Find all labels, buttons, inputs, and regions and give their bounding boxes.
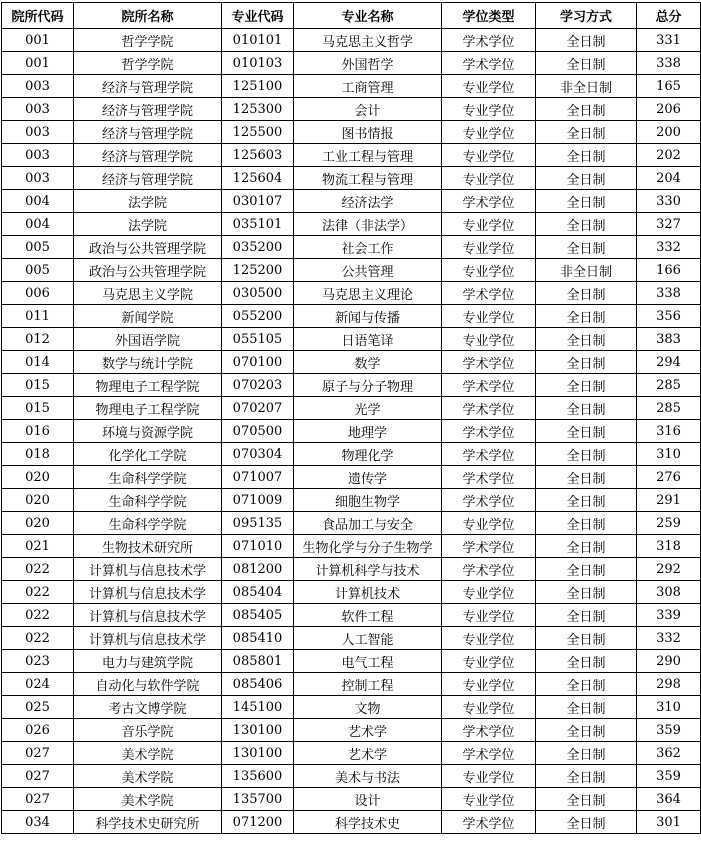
college-name-cell: 生命科学学院 [74, 512, 222, 535]
total-score-cell: 308 [637, 581, 701, 604]
college-code-cell: 004 [2, 213, 74, 236]
major-name-cell: 公共管理 [294, 259, 442, 282]
major-code-cell: 085406 [222, 673, 294, 696]
college-name-cell: 计算机与信息技术学 [74, 581, 222, 604]
college-name-cell: 环境与资源学院 [74, 420, 222, 443]
college-code-cell: 026 [2, 719, 74, 742]
total-score-cell: 290 [637, 650, 701, 673]
college-name-cell: 经济与管理学院 [74, 167, 222, 190]
degree-type-cell: 专业学位 [442, 650, 536, 673]
college-code-cell: 003 [2, 144, 74, 167]
table-row [2, 190, 701, 213]
college-name-cell: 美术学院 [74, 765, 222, 788]
major-code-cell: 125200 [222, 259, 294, 282]
major-name-cell: 艺术学 [294, 742, 442, 765]
degree-type-cell: 专业学位 [442, 236, 536, 259]
major-name-cell: 新闻与传播 [294, 305, 442, 328]
study-mode-cell: 全日制 [536, 397, 637, 420]
college-code-cell: 015 [2, 374, 74, 397]
major-name-cell: 图书情报 [294, 121, 442, 144]
total-score-cell: 310 [637, 443, 701, 466]
degree-type-cell: 专业学位 [442, 259, 536, 282]
college-name-cell: 法学院 [74, 213, 222, 236]
study-mode-cell: 全日制 [536, 213, 637, 236]
major-code-cell: 035101 [222, 213, 294, 236]
total-score-cell: 359 [637, 719, 701, 742]
total-score-cell: 332 [637, 236, 701, 259]
table-row [2, 121, 701, 144]
major-code-cell: 070207 [222, 397, 294, 420]
study-mode-cell: 全日制 [536, 144, 637, 167]
table-row [2, 604, 701, 627]
table-row [2, 719, 701, 742]
total-score-cell: 327 [637, 213, 701, 236]
total-score-cell: 301 [637, 811, 701, 834]
score-table [1, 2, 701, 834]
major-code-cell: 055200 [222, 305, 294, 328]
table-row [2, 282, 701, 305]
degree-type-cell: 专业学位 [442, 512, 536, 535]
college-name-cell: 物理电子工程学院 [74, 374, 222, 397]
college-code-cell: 027 [2, 788, 74, 811]
major-name-cell: 马克思主义哲学 [294, 29, 442, 52]
major-code-cell: 071009 [222, 489, 294, 512]
total-score-cell: 332 [637, 627, 701, 650]
degree-type-cell: 学术学位 [442, 811, 536, 834]
table-row [2, 374, 701, 397]
table-row [2, 765, 701, 788]
degree-type-cell: 学术学位 [442, 719, 536, 742]
major-code-cell: 095135 [222, 512, 294, 535]
college-code-cell: 012 [2, 328, 74, 351]
degree-type-cell: 学术学位 [442, 558, 536, 581]
major-code-cell: 125604 [222, 167, 294, 190]
total-score-cell: 166 [637, 259, 701, 282]
degree-type-cell: 学术学位 [442, 742, 536, 765]
college-code-cell: 003 [2, 75, 74, 98]
header-degree-type: 学位类型 [442, 3, 536, 29]
college-name-cell: 自动化与软件学院 [74, 673, 222, 696]
table-row [2, 811, 701, 834]
major-code-cell: 085404 [222, 581, 294, 604]
college-name-cell: 美术学院 [74, 742, 222, 765]
study-mode-cell: 非全日制 [536, 259, 637, 282]
degree-type-cell: 学术学位 [442, 489, 536, 512]
study-mode-cell: 全日制 [536, 282, 637, 305]
total-score-cell: 202 [637, 144, 701, 167]
study-mode-cell: 全日制 [536, 420, 637, 443]
major-name-cell: 艺术学 [294, 719, 442, 742]
total-score-cell: 292 [637, 558, 701, 581]
college-code-cell: 023 [2, 650, 74, 673]
table-row [2, 788, 701, 811]
college-code-cell: 021 [2, 535, 74, 558]
degree-type-cell: 学术学位 [442, 466, 536, 489]
major-name-cell: 外国哲学 [294, 52, 442, 75]
college-name-cell: 美术学院 [74, 788, 222, 811]
major-name-cell: 经济法学 [294, 190, 442, 213]
total-score-cell: 362 [637, 742, 701, 765]
header-college-code: 院所代码 [2, 3, 74, 29]
college-code-cell: 022 [2, 604, 74, 627]
degree-type-cell: 专业学位 [442, 604, 536, 627]
college-name-cell: 经济与管理学院 [74, 75, 222, 98]
table-row [2, 52, 701, 75]
table-row [2, 443, 701, 466]
study-mode-cell: 全日制 [536, 719, 637, 742]
table-row [2, 397, 701, 420]
table-row [2, 236, 701, 259]
table-row [2, 558, 701, 581]
study-mode-cell: 全日制 [536, 489, 637, 512]
table-row [2, 512, 701, 535]
college-code-cell: 022 [2, 558, 74, 581]
college-code-cell: 003 [2, 121, 74, 144]
college-name-cell: 政治与公共管理学院 [74, 259, 222, 282]
college-code-cell: 003 [2, 167, 74, 190]
study-mode-cell: 全日制 [536, 673, 637, 696]
total-score-cell: 338 [637, 52, 701, 75]
major-name-cell: 软件工程 [294, 604, 442, 627]
major-name-cell: 物理化学 [294, 443, 442, 466]
major-name-cell: 法律（非法学） [294, 213, 442, 236]
table-row [2, 29, 701, 52]
college-name-cell: 考古文博学院 [74, 696, 222, 719]
study-mode-cell: 全日制 [536, 558, 637, 581]
study-mode-cell: 全日制 [536, 351, 637, 374]
total-score-cell: 204 [637, 167, 701, 190]
total-score-cell: 318 [637, 535, 701, 558]
header-major-name: 专业名称 [294, 3, 442, 29]
college-code-cell: 014 [2, 351, 74, 374]
header-major-code: 专业代码 [222, 3, 294, 29]
study-mode-cell: 全日制 [536, 190, 637, 213]
table-row [2, 213, 701, 236]
study-mode-cell: 全日制 [536, 52, 637, 75]
study-mode-cell: 全日制 [536, 535, 637, 558]
college-name-cell: 计算机与信息技术学 [74, 627, 222, 650]
total-score-cell: 285 [637, 374, 701, 397]
college-name-cell: 经济与管理学院 [74, 121, 222, 144]
study-mode-cell: 全日制 [536, 466, 637, 489]
college-name-cell: 新闻学院 [74, 305, 222, 328]
college-code-cell: 018 [2, 443, 74, 466]
major-name-cell: 文物 [294, 696, 442, 719]
total-score-cell: 330 [637, 190, 701, 213]
table-row [2, 328, 701, 351]
header-row [2, 3, 701, 29]
college-code-cell: 022 [2, 627, 74, 650]
study-mode-cell: 全日制 [536, 742, 637, 765]
degree-type-cell: 专业学位 [442, 581, 536, 604]
college-name-cell: 生命科学学院 [74, 489, 222, 512]
major-name-cell: 地理学 [294, 420, 442, 443]
total-score-cell: 276 [637, 466, 701, 489]
major-name-cell: 细胞生物学 [294, 489, 442, 512]
total-score-cell: 298 [637, 673, 701, 696]
college-name-cell: 生命科学学院 [74, 466, 222, 489]
table-row [2, 75, 701, 98]
degree-type-cell: 专业学位 [442, 788, 536, 811]
study-mode-cell: 全日制 [536, 650, 637, 673]
total-score-cell: 259 [637, 512, 701, 535]
major-code-cell: 071200 [222, 811, 294, 834]
study-mode-cell: 全日制 [536, 98, 637, 121]
college-name-cell: 音乐学院 [74, 719, 222, 742]
major-code-cell: 055105 [222, 328, 294, 351]
degree-type-cell: 学术学位 [442, 282, 536, 305]
major-name-cell: 遗传学 [294, 466, 442, 489]
major-code-cell: 125300 [222, 98, 294, 121]
college-code-cell: 006 [2, 282, 74, 305]
major-code-cell: 085410 [222, 627, 294, 650]
college-name-cell: 物理电子工程学院 [74, 397, 222, 420]
major-code-cell: 010103 [222, 52, 294, 75]
degree-type-cell: 学术学位 [442, 374, 536, 397]
college-code-cell: 016 [2, 420, 74, 443]
major-name-cell: 食品加工与安全 [294, 512, 442, 535]
college-name-cell: 计算机与信息技术学 [74, 604, 222, 627]
degree-type-cell: 专业学位 [442, 121, 536, 144]
major-code-cell: 070100 [222, 351, 294, 374]
college-name-cell: 政治与公共管理学院 [74, 236, 222, 259]
major-code-cell: 125500 [222, 121, 294, 144]
major-name-cell: 社会工作 [294, 236, 442, 259]
degree-type-cell: 专业学位 [442, 328, 536, 351]
study-mode-cell: 全日制 [536, 167, 637, 190]
total-score-cell: 331 [637, 29, 701, 52]
total-score-cell: 200 [637, 121, 701, 144]
college-name-cell: 哲学学院 [74, 29, 222, 52]
table-row [2, 305, 701, 328]
college-name-cell: 哲学学院 [74, 52, 222, 75]
college-code-cell: 027 [2, 765, 74, 788]
major-code-cell: 030500 [222, 282, 294, 305]
header-total-score: 总分 [637, 3, 701, 29]
degree-type-cell: 专业学位 [442, 696, 536, 719]
table-row [2, 167, 701, 190]
study-mode-cell: 全日制 [536, 236, 637, 259]
degree-type-cell: 专业学位 [442, 765, 536, 788]
major-code-cell: 135600 [222, 765, 294, 788]
college-name-cell: 计算机与信息技术学 [74, 558, 222, 581]
total-score-cell: 364 [637, 788, 701, 811]
college-code-cell: 001 [2, 52, 74, 75]
major-code-cell: 070203 [222, 374, 294, 397]
college-code-cell: 020 [2, 489, 74, 512]
college-code-cell: 020 [2, 512, 74, 535]
study-mode-cell: 全日制 [536, 581, 637, 604]
total-score-cell: 291 [637, 489, 701, 512]
table-row [2, 742, 701, 765]
degree-type-cell: 学术学位 [442, 535, 536, 558]
study-mode-cell: 全日制 [536, 696, 637, 719]
total-score-cell: 165 [637, 75, 701, 98]
total-score-cell: 356 [637, 305, 701, 328]
table-row [2, 420, 701, 443]
major-name-cell: 科学技术史 [294, 811, 442, 834]
degree-type-cell: 专业学位 [442, 673, 536, 696]
major-name-cell: 马克思主义理论 [294, 282, 442, 305]
major-name-cell: 原子与分子物理 [294, 374, 442, 397]
total-score-cell: 310 [637, 696, 701, 719]
major-name-cell: 设计 [294, 788, 442, 811]
college-name-cell: 外国语学院 [74, 328, 222, 351]
major-code-cell: 130100 [222, 742, 294, 765]
degree-type-cell: 学术学位 [442, 397, 536, 420]
major-code-cell: 145100 [222, 696, 294, 719]
table-row [2, 535, 701, 558]
total-score-cell: 285 [637, 397, 701, 420]
table-row [2, 144, 701, 167]
major-name-cell: 光学 [294, 397, 442, 420]
degree-type-cell: 学术学位 [442, 29, 536, 52]
college-name-cell: 科学技术史研究所 [74, 811, 222, 834]
college-code-cell: 005 [2, 236, 74, 259]
table-row [2, 673, 701, 696]
degree-type-cell: 专业学位 [442, 167, 536, 190]
college-name-cell: 数学与统计学院 [74, 351, 222, 374]
degree-type-cell: 学术学位 [442, 443, 536, 466]
major-code-cell: 135700 [222, 788, 294, 811]
major-name-cell: 美术与书法 [294, 765, 442, 788]
study-mode-cell: 全日制 [536, 765, 637, 788]
total-score-cell: 339 [637, 604, 701, 627]
major-code-cell: 085405 [222, 604, 294, 627]
major-name-cell: 电气工程 [294, 650, 442, 673]
major-code-cell: 085801 [222, 650, 294, 673]
major-name-cell: 控制工程 [294, 673, 442, 696]
study-mode-cell: 全日制 [536, 604, 637, 627]
college-code-cell: 027 [2, 742, 74, 765]
major-code-cell: 125100 [222, 75, 294, 98]
table-row [2, 259, 701, 282]
study-mode-cell: 全日制 [536, 374, 637, 397]
college-code-cell: 001 [2, 29, 74, 52]
major-name-cell: 计算机科学与技术 [294, 558, 442, 581]
college-name-cell: 生物技术研究所 [74, 535, 222, 558]
degree-type-cell: 专业学位 [442, 75, 536, 98]
college-code-cell: 003 [2, 98, 74, 121]
major-name-cell: 工业工程与管理 [294, 144, 442, 167]
major-name-cell: 物流工程与管理 [294, 167, 442, 190]
major-name-cell: 日语笔译 [294, 328, 442, 351]
major-code-cell: 070304 [222, 443, 294, 466]
study-mode-cell: 非全日制 [536, 75, 637, 98]
major-code-cell: 071007 [222, 466, 294, 489]
table-row [2, 696, 701, 719]
total-score-cell: 316 [637, 420, 701, 443]
college-code-cell: 011 [2, 305, 74, 328]
college-code-cell: 022 [2, 581, 74, 604]
header-study-mode: 学习方式 [536, 3, 637, 29]
major-name-cell: 工商管理 [294, 75, 442, 98]
table-row [2, 581, 701, 604]
total-score-cell: 206 [637, 98, 701, 121]
table-row [2, 650, 701, 673]
study-mode-cell: 全日制 [536, 328, 637, 351]
study-mode-cell: 全日制 [536, 121, 637, 144]
degree-type-cell: 专业学位 [442, 305, 536, 328]
total-score-cell: 294 [637, 351, 701, 374]
major-name-cell: 数学 [294, 351, 442, 374]
total-score-cell: 338 [637, 282, 701, 305]
major-code-cell: 035200 [222, 236, 294, 259]
college-code-cell: 005 [2, 259, 74, 282]
college-name-cell: 法学院 [74, 190, 222, 213]
total-score-cell: 383 [637, 328, 701, 351]
total-score-cell: 359 [637, 765, 701, 788]
degree-type-cell: 学术学位 [442, 351, 536, 374]
degree-type-cell: 学术学位 [442, 52, 536, 75]
header-college-name: 院所名称 [74, 3, 222, 29]
study-mode-cell: 全日制 [536, 788, 637, 811]
major-code-cell: 010101 [222, 29, 294, 52]
degree-type-cell: 专业学位 [442, 144, 536, 167]
degree-type-cell: 学术学位 [442, 190, 536, 213]
college-name-cell: 经济与管理学院 [74, 98, 222, 121]
study-mode-cell: 全日制 [536, 512, 637, 535]
major-name-cell: 会计 [294, 98, 442, 121]
table-row [2, 98, 701, 121]
major-code-cell: 071010 [222, 535, 294, 558]
major-code-cell: 070500 [222, 420, 294, 443]
college-name-cell: 化学化工学院 [74, 443, 222, 466]
major-name-cell: 生物化学与分子生物学 [294, 535, 442, 558]
degree-type-cell: 专业学位 [442, 98, 536, 121]
study-mode-cell: 全日制 [536, 29, 637, 52]
degree-type-cell: 学术学位 [442, 420, 536, 443]
table-row [2, 489, 701, 512]
college-name-cell: 经济与管理学院 [74, 144, 222, 167]
college-code-cell: 015 [2, 397, 74, 420]
college-name-cell: 电力与建筑学院 [74, 650, 222, 673]
major-code-cell: 125603 [222, 144, 294, 167]
study-mode-cell: 全日制 [536, 627, 637, 650]
college-code-cell: 024 [2, 673, 74, 696]
college-code-cell: 020 [2, 466, 74, 489]
major-code-cell: 030107 [222, 190, 294, 213]
table-row [2, 627, 701, 650]
college-name-cell: 马克思主义学院 [74, 282, 222, 305]
degree-type-cell: 专业学位 [442, 627, 536, 650]
major-name-cell: 人工智能 [294, 627, 442, 650]
major-code-cell: 081200 [222, 558, 294, 581]
college-code-cell: 004 [2, 190, 74, 213]
study-mode-cell: 全日制 [536, 811, 637, 834]
college-code-cell: 025 [2, 696, 74, 719]
study-mode-cell: 全日制 [536, 443, 637, 466]
college-code-cell: 034 [2, 811, 74, 834]
major-name-cell: 计算机技术 [294, 581, 442, 604]
table-row [2, 351, 701, 374]
study-mode-cell: 全日制 [536, 305, 637, 328]
major-code-cell: 130100 [222, 719, 294, 742]
table-row [2, 466, 701, 489]
degree-type-cell: 专业学位 [442, 213, 536, 236]
